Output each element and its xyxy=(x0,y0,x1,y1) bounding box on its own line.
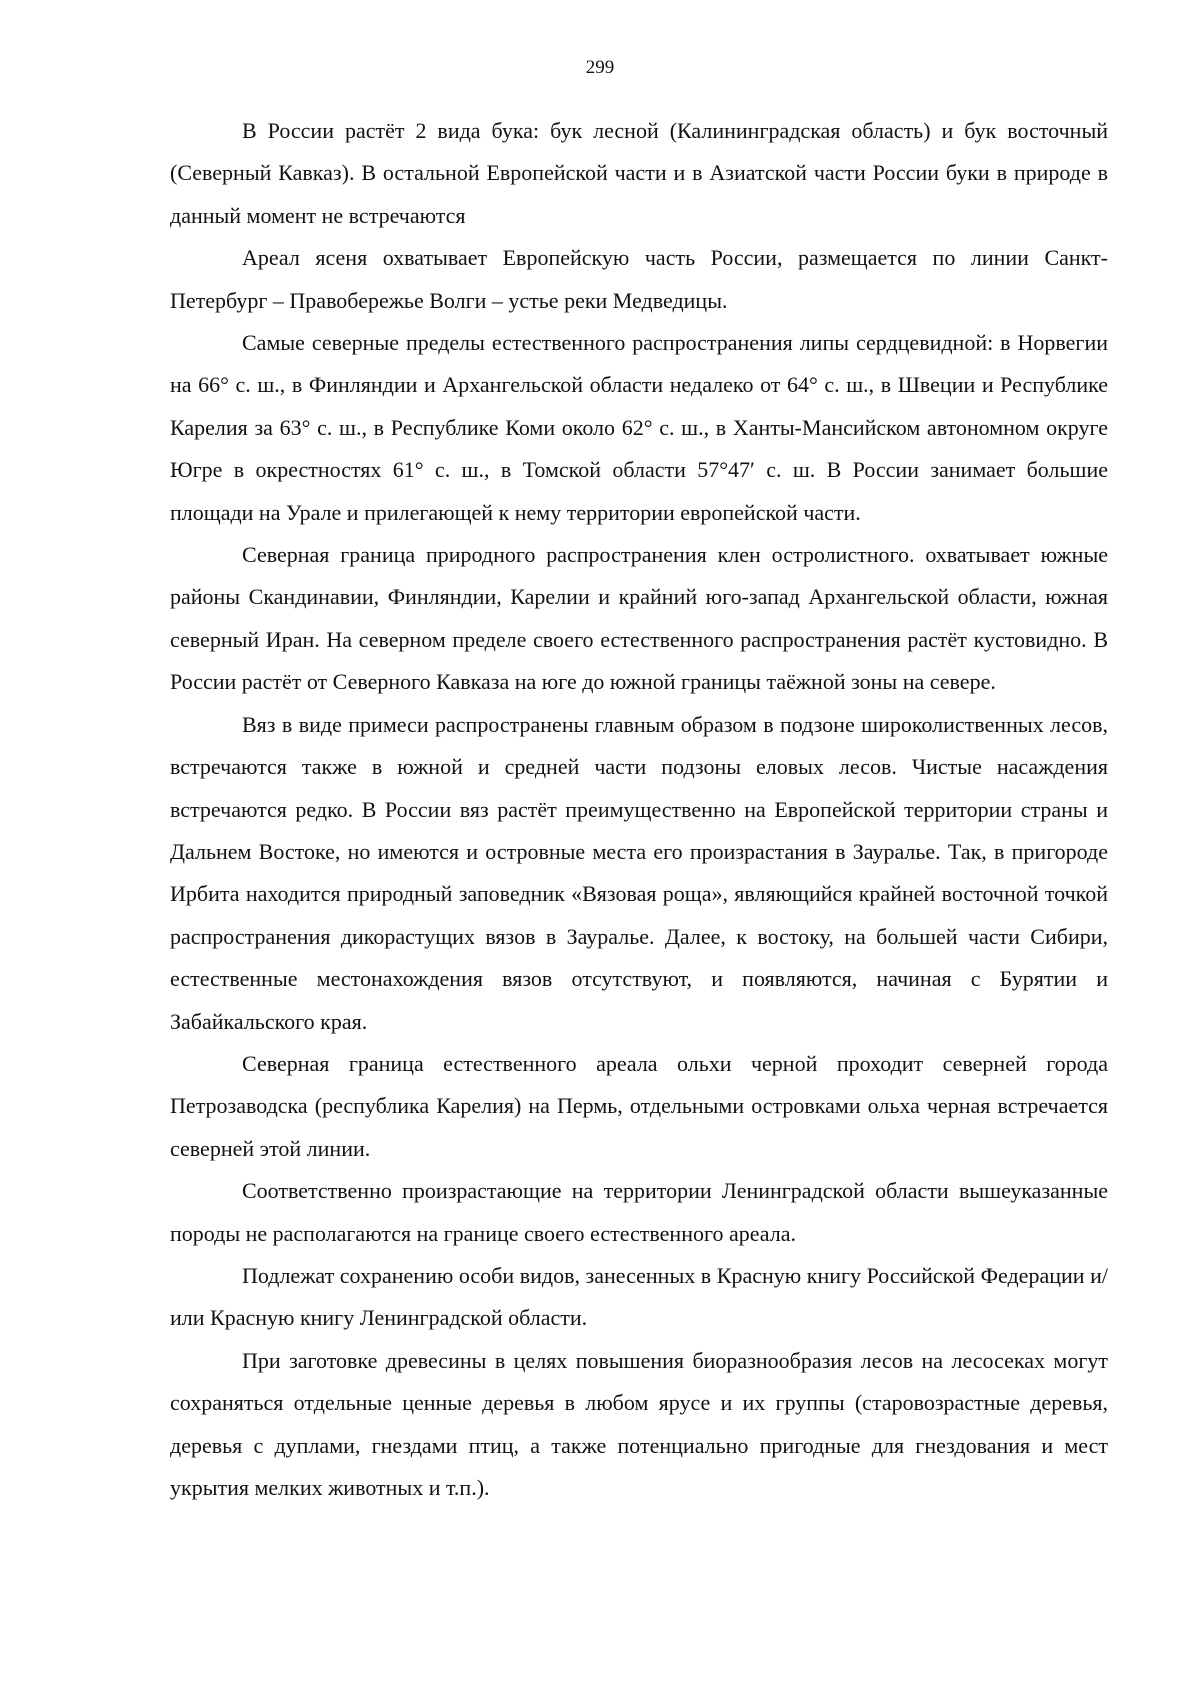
paragraph-maple: Северная граница природного распространения клен остролистного. охватывает южные районы Скандинавии, Финляндии, Карелии и крайний юго-запад Архангельской области, южная северный Иран. На северном пределе своего естественного распространения растёт кустовидно. В России растёт от Северного Кавказа на юге до южной границы таёжной зоны на севере. xyxy=(170,542,1108,695)
page-number: 299 xyxy=(585,57,615,78)
paragraph-alder: Северная граница естественного ареала ольхи черной проходит северней города Петрозаводска (республика Карелия) на Пермь, отдельными островками ольха черная встречается северней этой линии. xyxy=(170,1050,1108,1161)
paragraph-elm: Вяз в виде примеси распространены главным образом в подзоне широколиственных лесов, встречаются также в южной и средней части подзоны еловых лесов. Чистые насаждения встречаются редко. В России вяз растёт преимущественно на Европейской территории страны и Дальнем Востоке, но имеются и островные места его произрастания в Зауралье. Так, в пригороде Ирбита находится природный заповедник «Вязовая роща», являющийся крайней восточной точкой распространения дикорастущих вязов в Зауралье. Далее, к востоку, на большей части Сибири, естественные местонахождения вязов отсутствуют, и появляются, начиная с Бурятии и Забайкальского края. xyxy=(170,711,1108,1034)
paragraph-linden: Самые северные пределы естественного распространения липы сердцевидной: в Норвегии на 66° с. ш., в Финляндии и Архангельской области недалеко от 64° с. ш., в Швеции и Республике Карелия за 63° с. ш., в Республике Коми около 62° с. ш., в Ханты-Мансийском автономном округе Югре в окрестностях 61° с. ш., в Томской области 57°47′ с. ш. В России занимает большие площади на Урале и прилегающей к нему территории европейской части. xyxy=(170,330,1108,525)
paragraph-ash: Ареал ясеня охватывает Европейскую часть России, размещается по линии Санкт-Петербург – Правобережье Волги – устье реки Медведицы. xyxy=(170,245,1108,313)
paragraph-red-book: Подлежат сохранению особи видов, занесенных в Красную книгу Российской Федерации и/или Красную книгу Ленинградской области. xyxy=(170,1262,1108,1331)
paragraph-harvesting: При заготовке древесины в целях повышения биоразнообразия лесов на лесосеках могут сохраняться отдельные ценные деревья в любом ярусе и их группы (старовозрастные деревья, деревья с дуплами, гнездами птиц, а также потенциально пригодные для гнездования и мест укрытия мелких животных и т.п.). xyxy=(170,1347,1108,1500)
body-text xyxy=(170,110,1108,1509)
paragraph-leningrad: Соответственно произрастающие на территории Ленинградской области вышеуказанные породы не располагаются на границе своего естественного ареала. xyxy=(170,1178,1108,1246)
paragraph-beech: В России растёт 2 вида бука: бук лесной (Калининградская область) и бук восточный (Северный Кавказ). В остальной Европейской части и в Азиатской части России буки в природе в данный момент не встречаются xyxy=(170,118,1108,228)
